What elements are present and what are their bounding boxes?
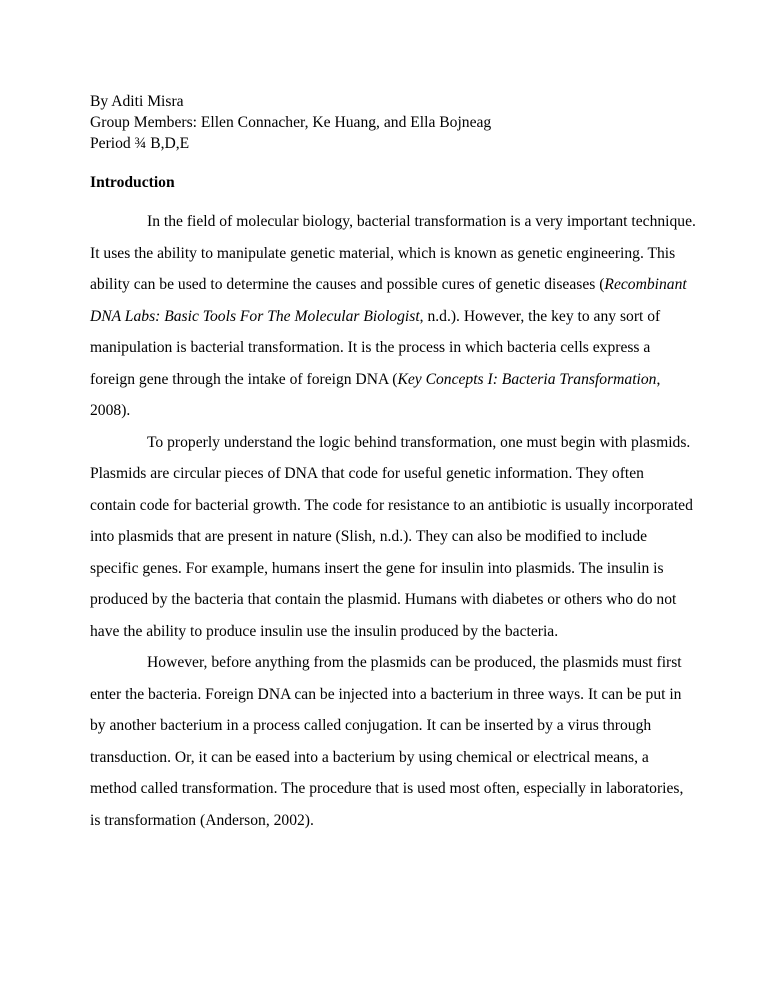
text-run: specific genes. For example, humans insert the gene for insulin into plasmids. The insulin is (90, 559, 664, 577)
text-run: manipulation is bacterial transformation. It is the process in which bacteria cells express a (90, 339, 651, 356)
text-run: , n.d.). However, the key to any sort of (419, 307, 661, 325)
citation-title: Key Concepts I: Bacteria Transformation (397, 370, 657, 388)
text-run: , (656, 370, 661, 388)
text-run: by another bacterium in a process called conjugation. It can be inserted by a virus through (90, 717, 652, 734)
text-run: contain code for bacterial growth. The code for resistance to an antibiotic is usually incorporated (90, 496, 693, 514)
text-run: foreign gene through the intake of foreign DNA ( (90, 370, 398, 388)
text-run: produced by the bacteria that contain the plasmid. Humans with diabetes or others who do not (90, 591, 677, 608)
text-line (90, 490, 695, 522)
text-line (90, 805, 695, 837)
text-run: transduction. Or, it can be eased into a bacterium by using chemical or electrical means, a (90, 748, 649, 766)
group-members-line: Group Members: Ellen Connacher, Ke Huang, and Ella Bojneag (90, 114, 492, 131)
text-run: It uses the ability to manipulate genetic material, which is known as genetic engineering. This (90, 244, 676, 262)
citation-title: Recombinant (604, 276, 687, 293)
paragraph (90, 427, 695, 648)
text-run: Plasmids are circular pieces of DNA that code for useful genetic information. They often (90, 465, 644, 482)
text-run: ability can be used to determine the causes and possible cures of genetic diseases ( (90, 276, 605, 293)
text-run: However, before anything from the plasmids can be produced, the plasmids must first (147, 654, 682, 671)
text-line (90, 238, 695, 270)
text-line (90, 773, 695, 805)
text-line (90, 616, 695, 648)
text-line (90, 395, 695, 427)
text-line (90, 742, 695, 774)
author-line: By Aditi Misra (90, 93, 184, 110)
text-line (90, 647, 695, 679)
paragraph (90, 647, 695, 836)
text-run: enter the bacteria. Foreign DNA can be injected into a bacterium in three ways. It can be put in (90, 685, 682, 703)
document-page (90, 91, 695, 836)
text-line (90, 301, 695, 333)
text-line (90, 458, 695, 490)
text-run: have the ability to produce insulin use the insulin produced by the bacteria. (90, 622, 559, 640)
text-line (90, 206, 695, 238)
paragraph (90, 206, 695, 427)
text-line (90, 679, 695, 711)
citation-title: DNA Labs: Basic Tools For The Molecular Biologist (90, 307, 420, 325)
text-run: into plasmids that are present in nature (Slish, n.d.). They can also be modified to include (90, 528, 648, 545)
text-line (90, 332, 695, 364)
text-line (90, 364, 695, 396)
text-line (90, 710, 695, 742)
body-paragraphs (90, 206, 695, 836)
text-line (90, 521, 695, 553)
text-line (90, 584, 695, 616)
period-line: Period ¾ B,D,E (90, 135, 190, 152)
text-run: method called transformation. The procedure that is used most often, especially in laboratories, (90, 780, 684, 797)
text-line (90, 427, 695, 459)
text-run: is transformation (Anderson, 2002). (90, 811, 314, 829)
section-heading: Introduction (90, 174, 175, 191)
text-line (90, 269, 695, 301)
text-run: In the field of molecular biology, bacterial transformation is a very important technique. (147, 213, 696, 230)
text-run: To properly understand the logic behind transformation, one must begin with plasmids. (147, 433, 691, 451)
text-line (90, 553, 695, 585)
text-run: 2008). (90, 402, 131, 419)
